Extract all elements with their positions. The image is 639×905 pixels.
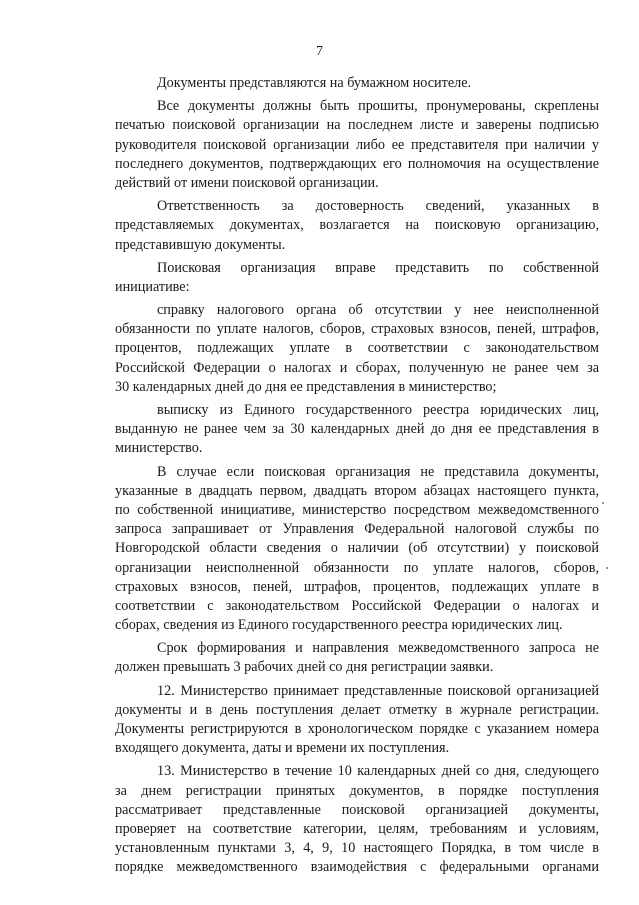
paragraph [115,762,599,877]
text-line: установленным пунктами 3, 4, 9, 10 настоящего Порядка, в том числе в [115,840,599,857]
text-line: входящего документа, даты и времени их поступления. [115,740,450,757]
text-line: справку налогового органа об отсутствии у нее неисполненной [157,302,599,319]
text-line: указанные в двадцать первом, двадцать втором абзацах настоящего пункта, [115,482,599,499]
paragraph [115,401,599,459]
text-line: последнего документов, подтверждающих его полномочия на осуществление [115,155,599,172]
text-line: действий от имени поисковой организации. [115,174,379,191]
text-line: 30 календарных дней до дня ее представления в министерство; [115,378,497,395]
text-line: В случае если поисковая организация не представила документы, [157,463,599,480]
text-line: 12. Министерство принимает представленные поисковой организацией [157,682,599,699]
text-line: представившую документы. [115,236,286,253]
text-line: сборах, сведения из Единого государственного реестра юридических лиц. [115,617,563,634]
text-line: страховых взносов, пеней, штрафов, процентов, подлежащих уплате в [115,578,599,595]
text-line: инициативе: [115,278,190,295]
text-line: печатью поисковой организации на последнем листе и заверены подписью [115,117,599,134]
paragraph [115,682,599,759]
text-line: Документы представляются на бумажном носителе. [157,75,472,91]
text-line: представляемых документах, возлагается на поисковую организацию, [115,217,599,234]
text-line: Срок формирования и направления межведомственного запроса не [157,640,599,657]
text-line: Все документы должны быть прошиты, пронумерованы, скреплены [157,98,599,115]
text-line: Ответственность за достоверность сведений, указанных в [157,198,599,215]
text-line: проверяет на соответствие категории, целям, требованиям и условиям, [115,820,599,837]
text-line: за днем регистрации принятых документов, в порядке поступления [115,782,599,799]
paragraph [115,639,599,677]
text-line: выписку из Единого государственного реестра юридических лиц, [157,402,599,418]
paragraph [115,301,599,397]
text-line: организации неисполненной обязанности по уплате налогов, сборов, [115,559,599,576]
paragraph [115,259,599,297]
text-line: должен превышать 3 рабочих дней со дня регистрации заявки. [115,659,494,676]
page-number: 7 [316,44,323,59]
text-line: соответствии с законодательством Российской Федерации о налогах и [115,597,599,614]
text-line: Поисковая организация вправе представить по собственной [157,259,599,276]
text-line: документы и в день поступления делает отметку в журнале регистрации. [115,701,599,718]
paragraph [115,74,599,93]
document-body [115,74,599,878]
text-line: Новгородской области сведения о наличии (об отсутствии) у поисковой [115,540,599,557]
text-line: руководителя поисковой организации либо ее представителя при наличии у [115,136,599,153]
text-line: Российской Федерации о налогах и сборах, полученную не ранее чем за [115,359,599,376]
scan-speck [602,502,604,504]
text-line: запроса запрашивает от Управления Федеральной налоговой службы по [115,521,599,538]
text-line: порядке межведомственного взаимодействия с федеральными органами [115,859,599,876]
text-line: процентов, подлежащих уплате в соответствии с законодательством [115,340,599,357]
text-line: министерство. [115,440,203,457]
paragraph [115,197,599,255]
text-line: выданную не ранее чем за 30 календарных дней до дня ее представления в [115,421,599,438]
text-line: рассматривает представленные поисковой организацией документы, [115,801,599,818]
text-line: обязанности по уплате налогов, сборов, страховых взносов, пеней, штрафов, [115,321,599,338]
scan-speck [606,567,608,569]
text-line: по собственной инициативе, министерство посредством межведомственного [115,501,599,518]
text-line: Документы регистрируются в хронологическом порядке с указанием номера [115,721,599,737]
text-line: 13. Министерство в течение 10 календарных дней со дня, следующего [157,763,599,780]
paragraph [115,97,599,193]
paragraph [115,463,599,636]
